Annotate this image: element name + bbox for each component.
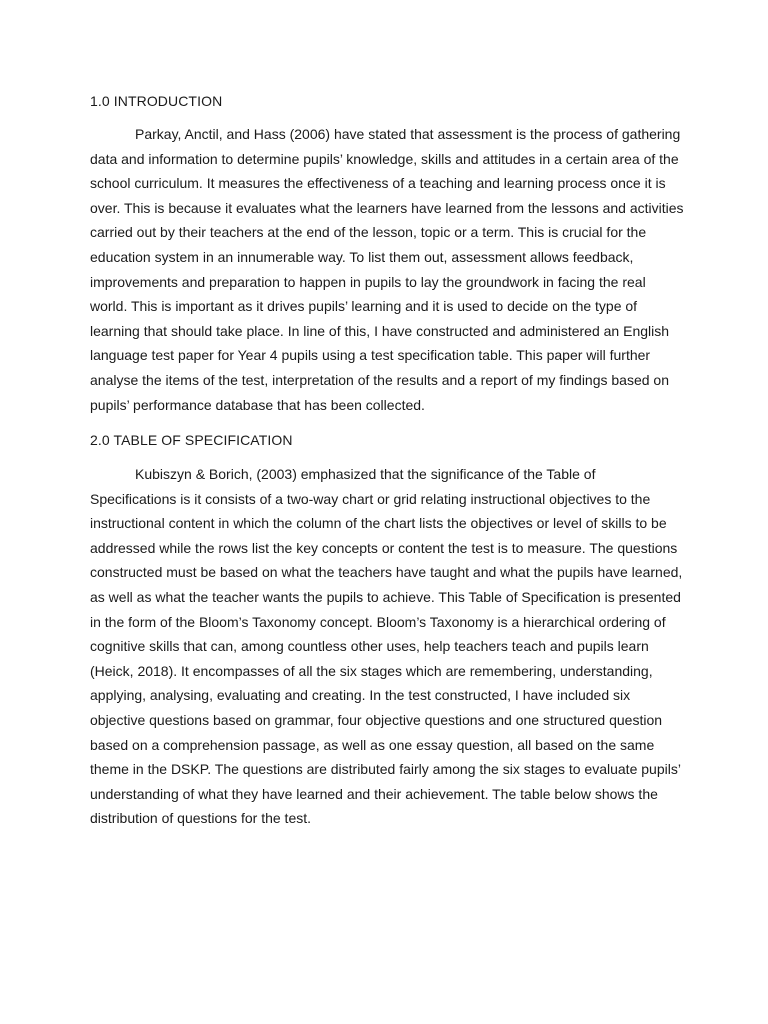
paragraph-line: theme in the DSKP. The questions are distributed fairly among the six stages to evaluate pupils’: [90, 761, 681, 778]
paragraph-line: cognitive skills that can, among countless other uses, help teachers teach and pupils learn: [90, 638, 649, 655]
paragraph-line: world. This is important as it drives pupils’ learning and it is used to decide on the type of: [90, 298, 638, 315]
paragraph-line: analyse the items of the test, interpretation of the results and a report of my findings based on: [90, 371, 669, 388]
paragraph-line: in the form of the Bloom’s Taxonomy concept. Bloom’s Taxonomy is a hierarchical ordering of: [90, 613, 666, 630]
paragraph-line: language test paper for Year 4 pupils using a test specification table. This paper will further: [90, 347, 651, 364]
paragraph-line: understanding of what they have learned and their achievement. The table below shows the: [90, 785, 658, 802]
paragraph-line: improvements and preparation to happen in pupils to lay the groundwork in facing the real: [90, 273, 646, 290]
paragraph-line: over. This is because it evaluates what the learners have learned from the lessons and activities: [90, 199, 684, 216]
paragraph-line: data and information to determine pupils’ knowledge, skills and attitudes in a certain area of the: [90, 150, 679, 167]
table-of-specification-paragraph: [90, 462, 683, 831]
section-heading-table-of-specification: 2.0 TABLE OF SPECIFICATION: [90, 432, 293, 448]
paragraph-line: based on a comprehension passage, as well as one essay question, all based on the same: [90, 736, 655, 753]
paragraph-line: as well as what the teacher wants the pupils to achieve. This Table of Specification is presented: [90, 588, 681, 605]
paragraph-line: addressed while the rows list the key concepts or content the test is to measure. The questions: [90, 539, 678, 556]
section-heading-introduction: 1.0 INTRODUCTION: [90, 93, 223, 109]
paragraph-line: school curriculum. It measures the effectiveness of a teaching and learning process once it is: [90, 175, 666, 192]
paragraph-line: applying, analysing, evaluating and creating. In the test constructed, I have included six: [90, 687, 631, 704]
paragraph-line: carried out by their teachers at the end of the lesson, topic or a term. This is crucial for the: [90, 224, 647, 241]
paragraph-line: pupils’ performance database that has been collected.: [90, 396, 425, 413]
paragraph-line: learning that should take place. In line of this, I have constructed and administered an English: [90, 322, 670, 339]
paragraph-line: constructed must be based on what the teachers have taught and what the pupils have learned,: [90, 564, 683, 581]
paragraph-line: objective questions based on grammar, four objective questions and one structured question: [90, 711, 663, 728]
paragraph-line: Parkay, Anctil, and Hass (2006) have stated that assessment is the process of gathering: [135, 126, 681, 142]
paragraph-line: education system in an innumerable way. To list them out, assessment allows feedback,: [90, 248, 634, 265]
paragraph-line: Kubiszyn & Borich, (2003) emphasized that the significance of the Table of: [135, 466, 596, 482]
paragraph-line: distribution of questions for the test.: [90, 810, 312, 827]
introduction-paragraph: [90, 122, 684, 417]
paragraph-line: Specifications is it consists of a two-way chart or grid relating instructional objectives to the: [90, 490, 651, 507]
paragraph-line: instructional content in which the column of the chart lists the objectives or level of skills to be: [90, 515, 667, 532]
paragraph-line: (Heick, 2018). It encompasses of all the six stages which are remembering, understanding,: [90, 662, 653, 679]
